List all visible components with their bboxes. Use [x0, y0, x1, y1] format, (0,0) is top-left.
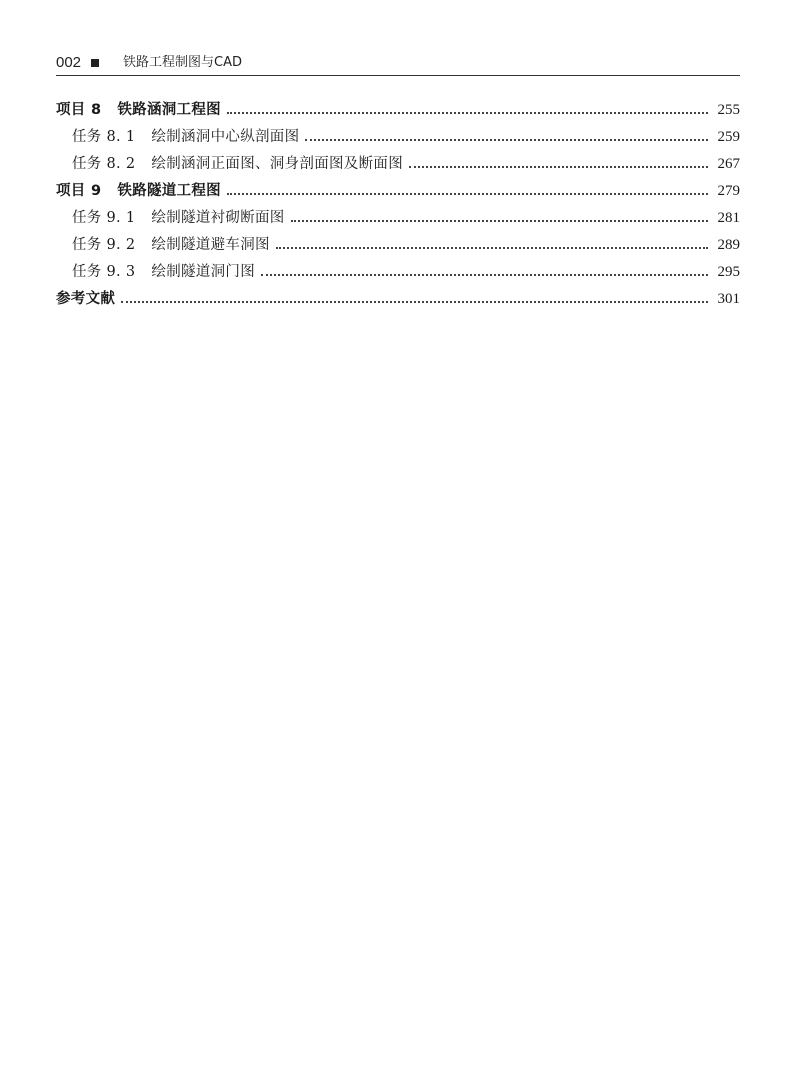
toc-entry-task-9-3[interactable]	[56, 260, 740, 287]
toc-entry-page: 301	[717, 291, 740, 307]
dot-leader	[121, 301, 708, 303]
toc-entry-title: 绘制隧道衬砌断面图	[151, 210, 285, 226]
toc-entry-project-8[interactable]	[56, 98, 740, 125]
toc-entry-project-9[interactable]	[56, 179, 740, 206]
toc-entry-title: 参考文献	[56, 291, 116, 307]
toc-entry-label	[72, 125, 299, 146]
toc-entry-references[interactable]	[56, 287, 740, 314]
toc-entry-label	[72, 152, 403, 173]
toc-entry-task-9-2[interactable]	[56, 233, 740, 260]
dot-leader	[227, 193, 708, 195]
toc-entry-number: 项目 8	[56, 102, 102, 118]
toc-entry-title: 绘制隧道洞门图	[151, 264, 255, 280]
toc-entry-title: 铁路隧道工程图	[117, 183, 221, 199]
toc-entry-label	[56, 179, 221, 200]
toc-entry-page: 255	[717, 102, 740, 118]
toc-entry-page: 289	[717, 237, 740, 253]
toc-entry-title: 绘制涵洞正面图、洞身剖面图及断面图	[151, 156, 403, 172]
square-bullet-icon	[91, 59, 99, 67]
toc-entry-label	[56, 98, 221, 119]
toc-entry-label	[56, 287, 115, 308]
toc-entry-page: 259	[717, 129, 740, 145]
toc-entry-label	[72, 233, 270, 254]
toc-entry-number: 任务 9. 3	[72, 264, 136, 280]
toc-entry-number: 项目 9	[56, 183, 102, 199]
toc-entry-title: 铁路涵洞工程图	[117, 102, 221, 118]
toc-entry-number: 任务 9. 2	[72, 237, 136, 253]
table-of-contents	[56, 98, 740, 314]
toc-entry-page: 267	[717, 156, 740, 172]
toc-entry-label	[72, 260, 255, 281]
toc-entry-title: 绘制涵洞中心纵剖面图	[151, 129, 300, 145]
dot-leader	[305, 139, 708, 141]
toc-entry-page: 281	[717, 210, 740, 226]
page-number: 002	[56, 54, 82, 71]
dot-leader	[261, 274, 708, 276]
toc-entry-page: 295	[717, 264, 740, 280]
toc-entry-task-8-2[interactable]	[56, 152, 740, 179]
toc-entry-number: 任务 9. 1	[72, 210, 136, 226]
toc-entry-task-8-1[interactable]	[56, 125, 740, 152]
book-title: 铁路工程制图与CAD	[123, 55, 243, 70]
toc-entry-number: 任务 8. 1	[72, 129, 136, 145]
page-header	[56, 50, 740, 76]
dot-leader	[409, 166, 708, 168]
toc-entry-label	[72, 206, 285, 227]
toc-entry-task-9-1[interactable]	[56, 206, 740, 233]
dot-leader	[227, 112, 708, 114]
dot-leader	[291, 220, 708, 222]
toc-entry-title: 绘制隧道避车洞图	[151, 237, 270, 253]
dot-leader	[276, 247, 708, 249]
toc-entry-page: 279	[717, 183, 740, 199]
toc-entry-number: 任务 8. 2	[72, 156, 136, 172]
